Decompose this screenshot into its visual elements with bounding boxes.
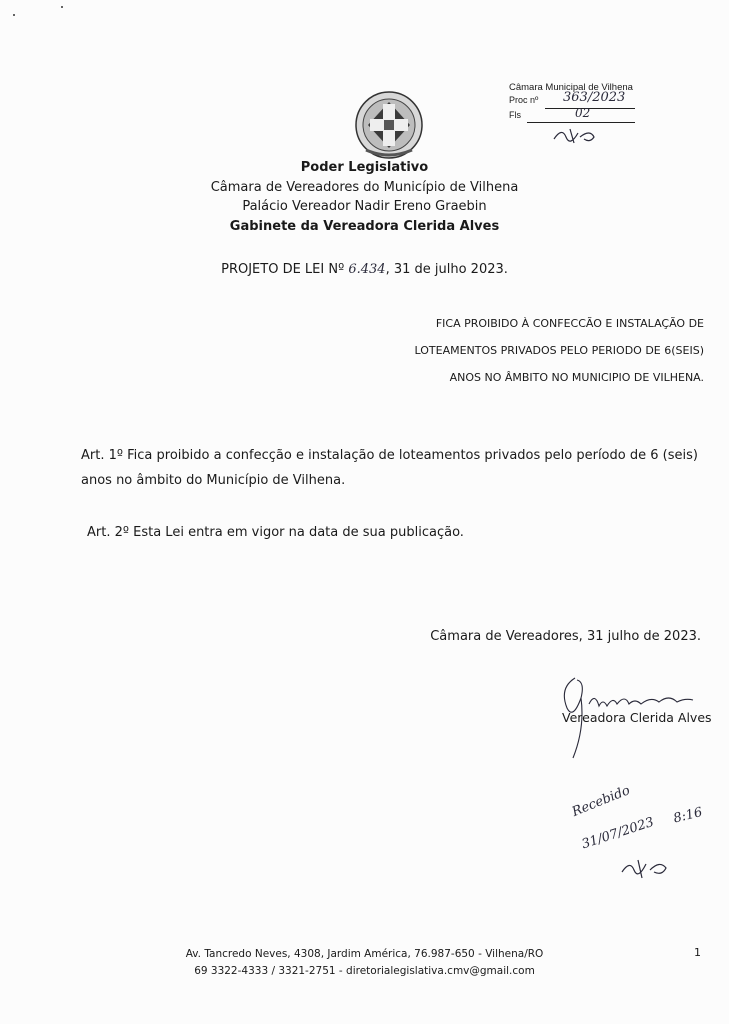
received-date: 31/07/2023 bbox=[580, 814, 656, 853]
closing-place-date: Câmara de Vereadores, 31 julho de 2023. bbox=[430, 629, 701, 644]
bill-number: 6.434 bbox=[348, 262, 386, 277]
header-line-2: Câmara de Vereadores do Município de Vilhena bbox=[210, 179, 519, 195]
received-initials bbox=[618, 852, 678, 882]
ementa-line-3: ANOS NO ÂMBITO NO MUNICIPIO DE VILHENA. bbox=[449, 371, 704, 384]
stamp-fls-value: 02 bbox=[575, 106, 591, 120]
ementa-line-2: LOTEAMENTOS PRIVADOS PELO PERIODO DE 6(SEIS) bbox=[414, 344, 704, 357]
stamp-title: Câmara Municipal de Vilhena bbox=[509, 82, 633, 93]
stamp-proc-value: 363/2023 bbox=[563, 90, 626, 105]
bill-title bbox=[0, 262, 729, 277]
stamp-proc-label: Proc nº bbox=[509, 95, 539, 105]
scan-speck bbox=[13, 14, 15, 16]
municipal-seal-logo bbox=[354, 90, 424, 160]
article-2: Art. 2º Esta Lei entra em vigor na data de sua publicação. bbox=[87, 525, 464, 540]
article-1: Art. 1º Fica proibido a confecção e instalação de loteamentos privados pelo período de 6 (seis) anos no âmbito do Município de Vilhena. bbox=[81, 448, 698, 488]
footer bbox=[0, 946, 729, 980]
stamp-fls-label: Fls bbox=[509, 110, 521, 120]
ementa-line-1: FICA PROIBIDO À CONFECCÃO E INSTALAÇÃO DE bbox=[435, 317, 704, 330]
footer-address: Av. Tancredo Neves, 4308, Jardim América, 76.987-650 - Vilhena/RO bbox=[185, 948, 544, 960]
header-line-4: Gabinete da Vereadora Clerida Alves bbox=[229, 218, 500, 234]
footer-contact: 69 3322-4333 / 3321-2751 - diretorialegislativa.cmv@gmail.com bbox=[194, 965, 535, 977]
received-time: 8:16 bbox=[672, 804, 704, 827]
letterhead bbox=[0, 158, 729, 236]
bill-prefix: PROJETO DE LEI Nº bbox=[221, 262, 345, 277]
stamp-initials-signature bbox=[550, 123, 610, 147]
header-line-1: Poder Legislativo bbox=[300, 160, 429, 175]
page-number: 1 bbox=[694, 946, 701, 959]
received-word: Recebido bbox=[570, 783, 633, 820]
bill-date: , 31 de julho 2023. bbox=[385, 262, 508, 277]
signer-name: Vereadora Clerida Alves bbox=[562, 710, 712, 725]
protocol-stamp bbox=[505, 78, 640, 148]
scan-speck bbox=[61, 6, 63, 8]
header-line-3: Palácio Vereador Nadir Ereno Graebin bbox=[242, 199, 487, 214]
